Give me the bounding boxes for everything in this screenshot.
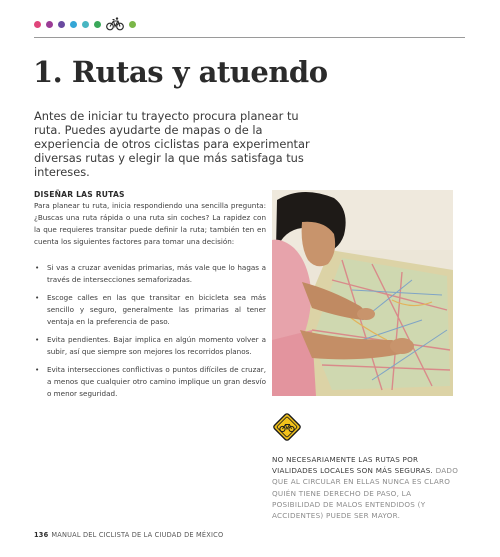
list-item-text: Si vas a cruzar avenidas primarias, más vale que lo hagas a través de intersecciones semaforizadas. <box>47 263 266 284</box>
page-number: 136 <box>34 531 49 539</box>
list-item-text: Evita pendientes. Bajar implica en algún momento volver a subir, así que siempre son mejores los recorridos planos. <box>47 335 266 356</box>
safety-note <box>272 454 462 521</box>
list-item-text: Evita intersecciones conflictivas o puntos difíciles de cruzar, a menos que cualquier otro camino implique un gran desvío o menor seguridad. <box>47 365 266 398</box>
section-lead-paragraph: Para planear tu ruta, inicia respondiendo una sencilla pregunta: ¿Buscas una ruta rápida o una ruta sin coches? La rapidez con la que requieres transitar puede definir la ruta; también ten en cuenta los siguientes factores para tomar una decisión: <box>34 201 266 246</box>
publication-title: MANUAL DEL CICLISTA DE LA CIUDAD DE MÉXICO <box>51 531 224 539</box>
bullet-marker: • <box>35 335 40 344</box>
safety-note-detail: DADO QUE AL CIRCULAR EN ELLAS NUNCA ES CLARO QUIÉN TIENE DERECHO DE PASO, LA POSIBILIDAD DE MALOS ENTENDIDOS (Y ACCIDENTES) PUEDE SER MAYOR. <box>272 466 459 521</box>
intro-paragraph: Antes de iniciar tu trayecto procura planear tu ruta. Puedes ayudarte de mapas o de la experiencia de otros ciclistas para experimentar diversas rutas y elegir la que más satisfaga tus intereses. <box>34 109 310 179</box>
color-dot <box>34 21 41 28</box>
page-footer <box>34 531 223 539</box>
safety-note-emphasis: NO NECESARIAMENTE LAS RUTAS POR VIALIDADES LOCALES SON MÁS SEGURAS. <box>272 455 434 476</box>
bullet-marker: • <box>35 365 40 374</box>
bicycle-warning-sign-icon <box>272 412 302 442</box>
bullet-marker: • <box>35 293 40 302</box>
color-dot <box>46 21 53 28</box>
bicycle-icon <box>106 17 124 31</box>
page-title: 1. Rutas y atuendo <box>33 55 328 89</box>
list-item <box>34 334 266 358</box>
factor-list <box>34 262 266 406</box>
header-rule <box>34 37 465 38</box>
color-dot <box>94 21 101 28</box>
color-dot <box>82 21 89 28</box>
list-item <box>34 364 266 400</box>
list-item <box>34 292 266 328</box>
color-dot <box>129 21 136 28</box>
bullet-marker: • <box>35 263 40 272</box>
color-dot <box>58 21 65 28</box>
section-heading: DISEÑAR LAS RUTAS <box>34 190 125 199</box>
list-item <box>34 262 266 286</box>
woman-reading-map-photo <box>272 190 453 396</box>
section-color-dots <box>34 17 136 31</box>
color-dot <box>70 21 77 28</box>
list-item-text: Escoge calles en las que transitar en bicicleta sea más sencillo y seguro, generalmente las primarias al tener ventaja en la preferencia de paso. <box>47 293 266 326</box>
